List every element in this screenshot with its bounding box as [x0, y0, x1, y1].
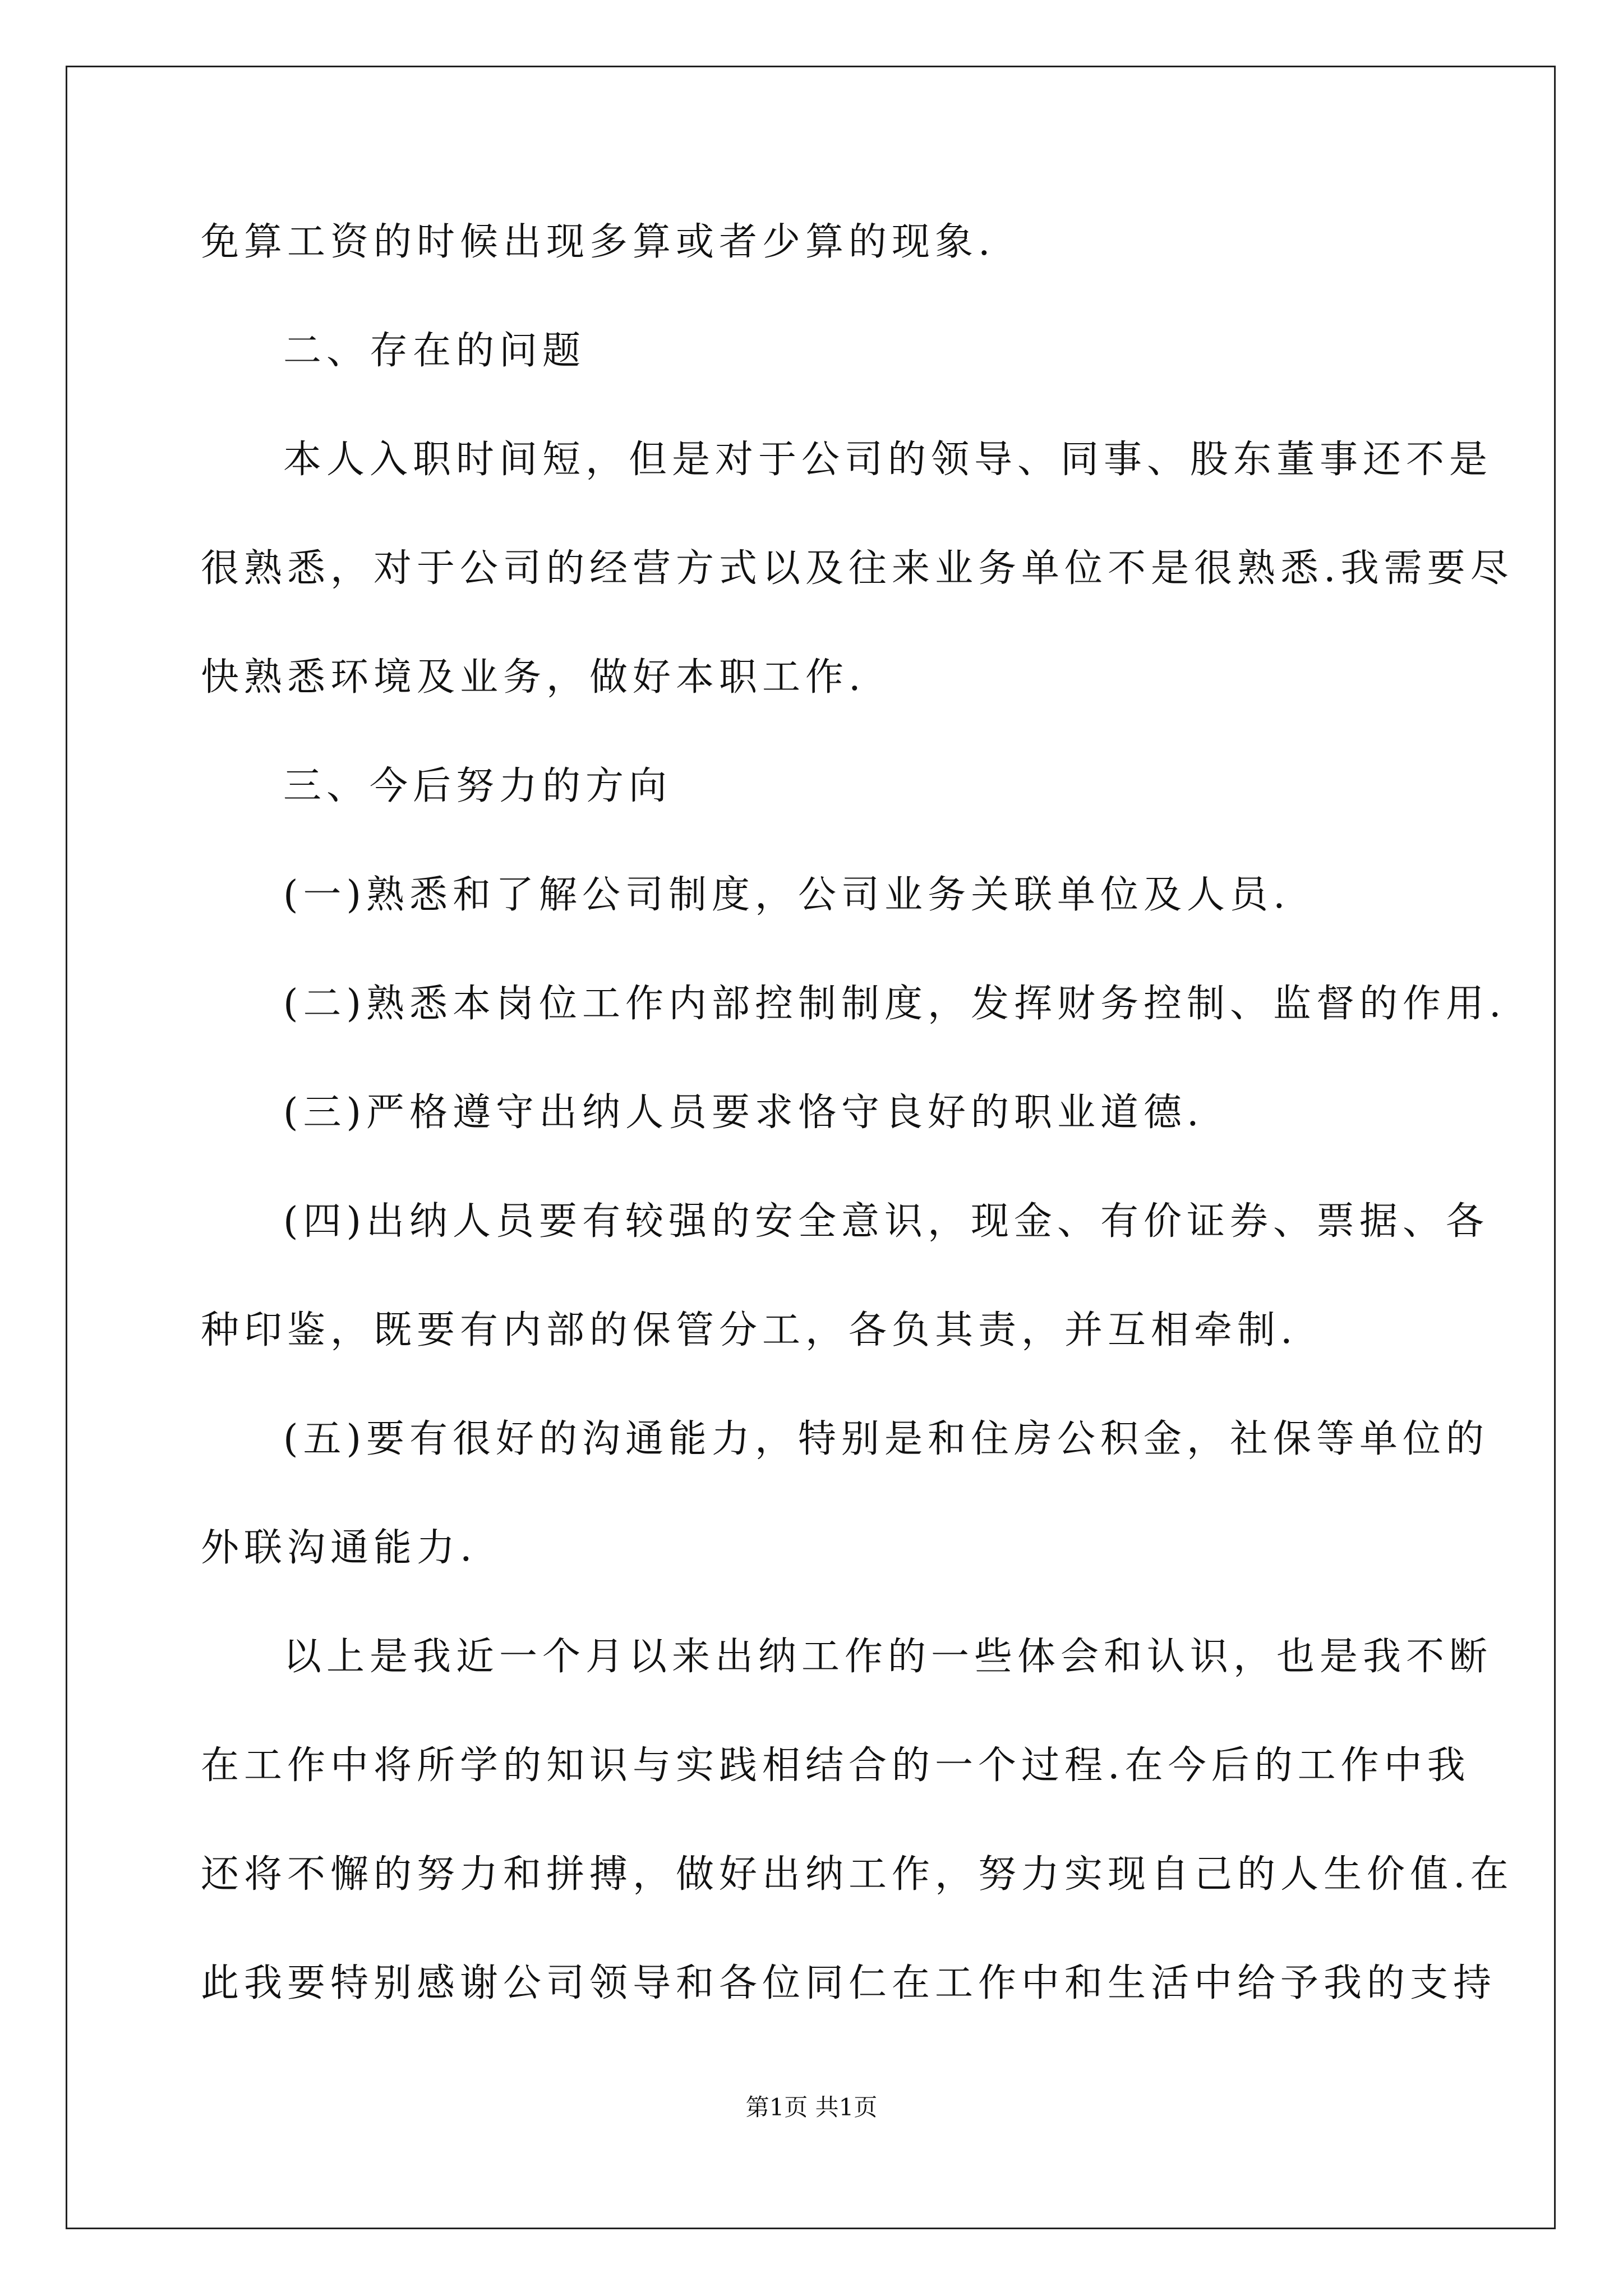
- body-text-line: 此我要特别感谢公司领导和各位同仁在工作中和生活中给予我的支持: [201, 1961, 1497, 2005]
- list-item: (五)要有很好的沟通能力，特别是和住房公积金，社保等单位的: [283, 1417, 1490, 1461]
- list-item-continuation: 外联沟通能力.: [201, 1526, 477, 1570]
- body-text-line: 快熟悉环境及业务，做好本职工作.: [201, 655, 866, 700]
- section-heading: 二、存在的问题: [283, 329, 586, 373]
- body-text-line: 本人入职时间短，但是对于公司的领导、同事、股东董事还不是: [283, 438, 1493, 482]
- body-text-line: 还将不懈的努力和拼搏，做好出纳工作，努力实现自己的人生价值.在: [201, 1852, 1514, 1897]
- page-footer: 第1页 共1页: [745, 2093, 878, 2121]
- body-text-line: 以上是我近一个月以来出纳工作的一些体会和认识，也是我不断: [283, 1635, 1493, 1679]
- body-text-line: 免算工资的时候出现多算或者少算的现象.: [201, 220, 995, 264]
- body-text-line: 很熟悉，对于公司的经营方式以及往来业务单位不是很熟悉.我需要尽: [201, 546, 1514, 591]
- body-text-line: 在工作中将所学的知识与实践相结合的一个过程.在今后的工作中我: [201, 1743, 1470, 1788]
- list-item: (二)熟悉本岗位工作内部控制制度，发挥财务控制、监督的作用.: [283, 982, 1506, 1026]
- list-item: (一)熟悉和了解公司制度，公司业务关联单位及人员.: [283, 873, 1290, 917]
- list-item: (三)严格遵守出纳人员要求恪守良好的职业道德.: [283, 1091, 1204, 1135]
- page-border: [66, 66, 1556, 2229]
- list-item-continuation: 种印鉴，既要有内部的保管分工，各负其责，并互相牵制.: [201, 1308, 1298, 1352]
- section-heading: 三、今后努力的方向: [283, 764, 672, 808]
- list-item: (四)出纳人员要有较强的安全意识，现金、有价证券、票据、各: [283, 1199, 1490, 1244]
